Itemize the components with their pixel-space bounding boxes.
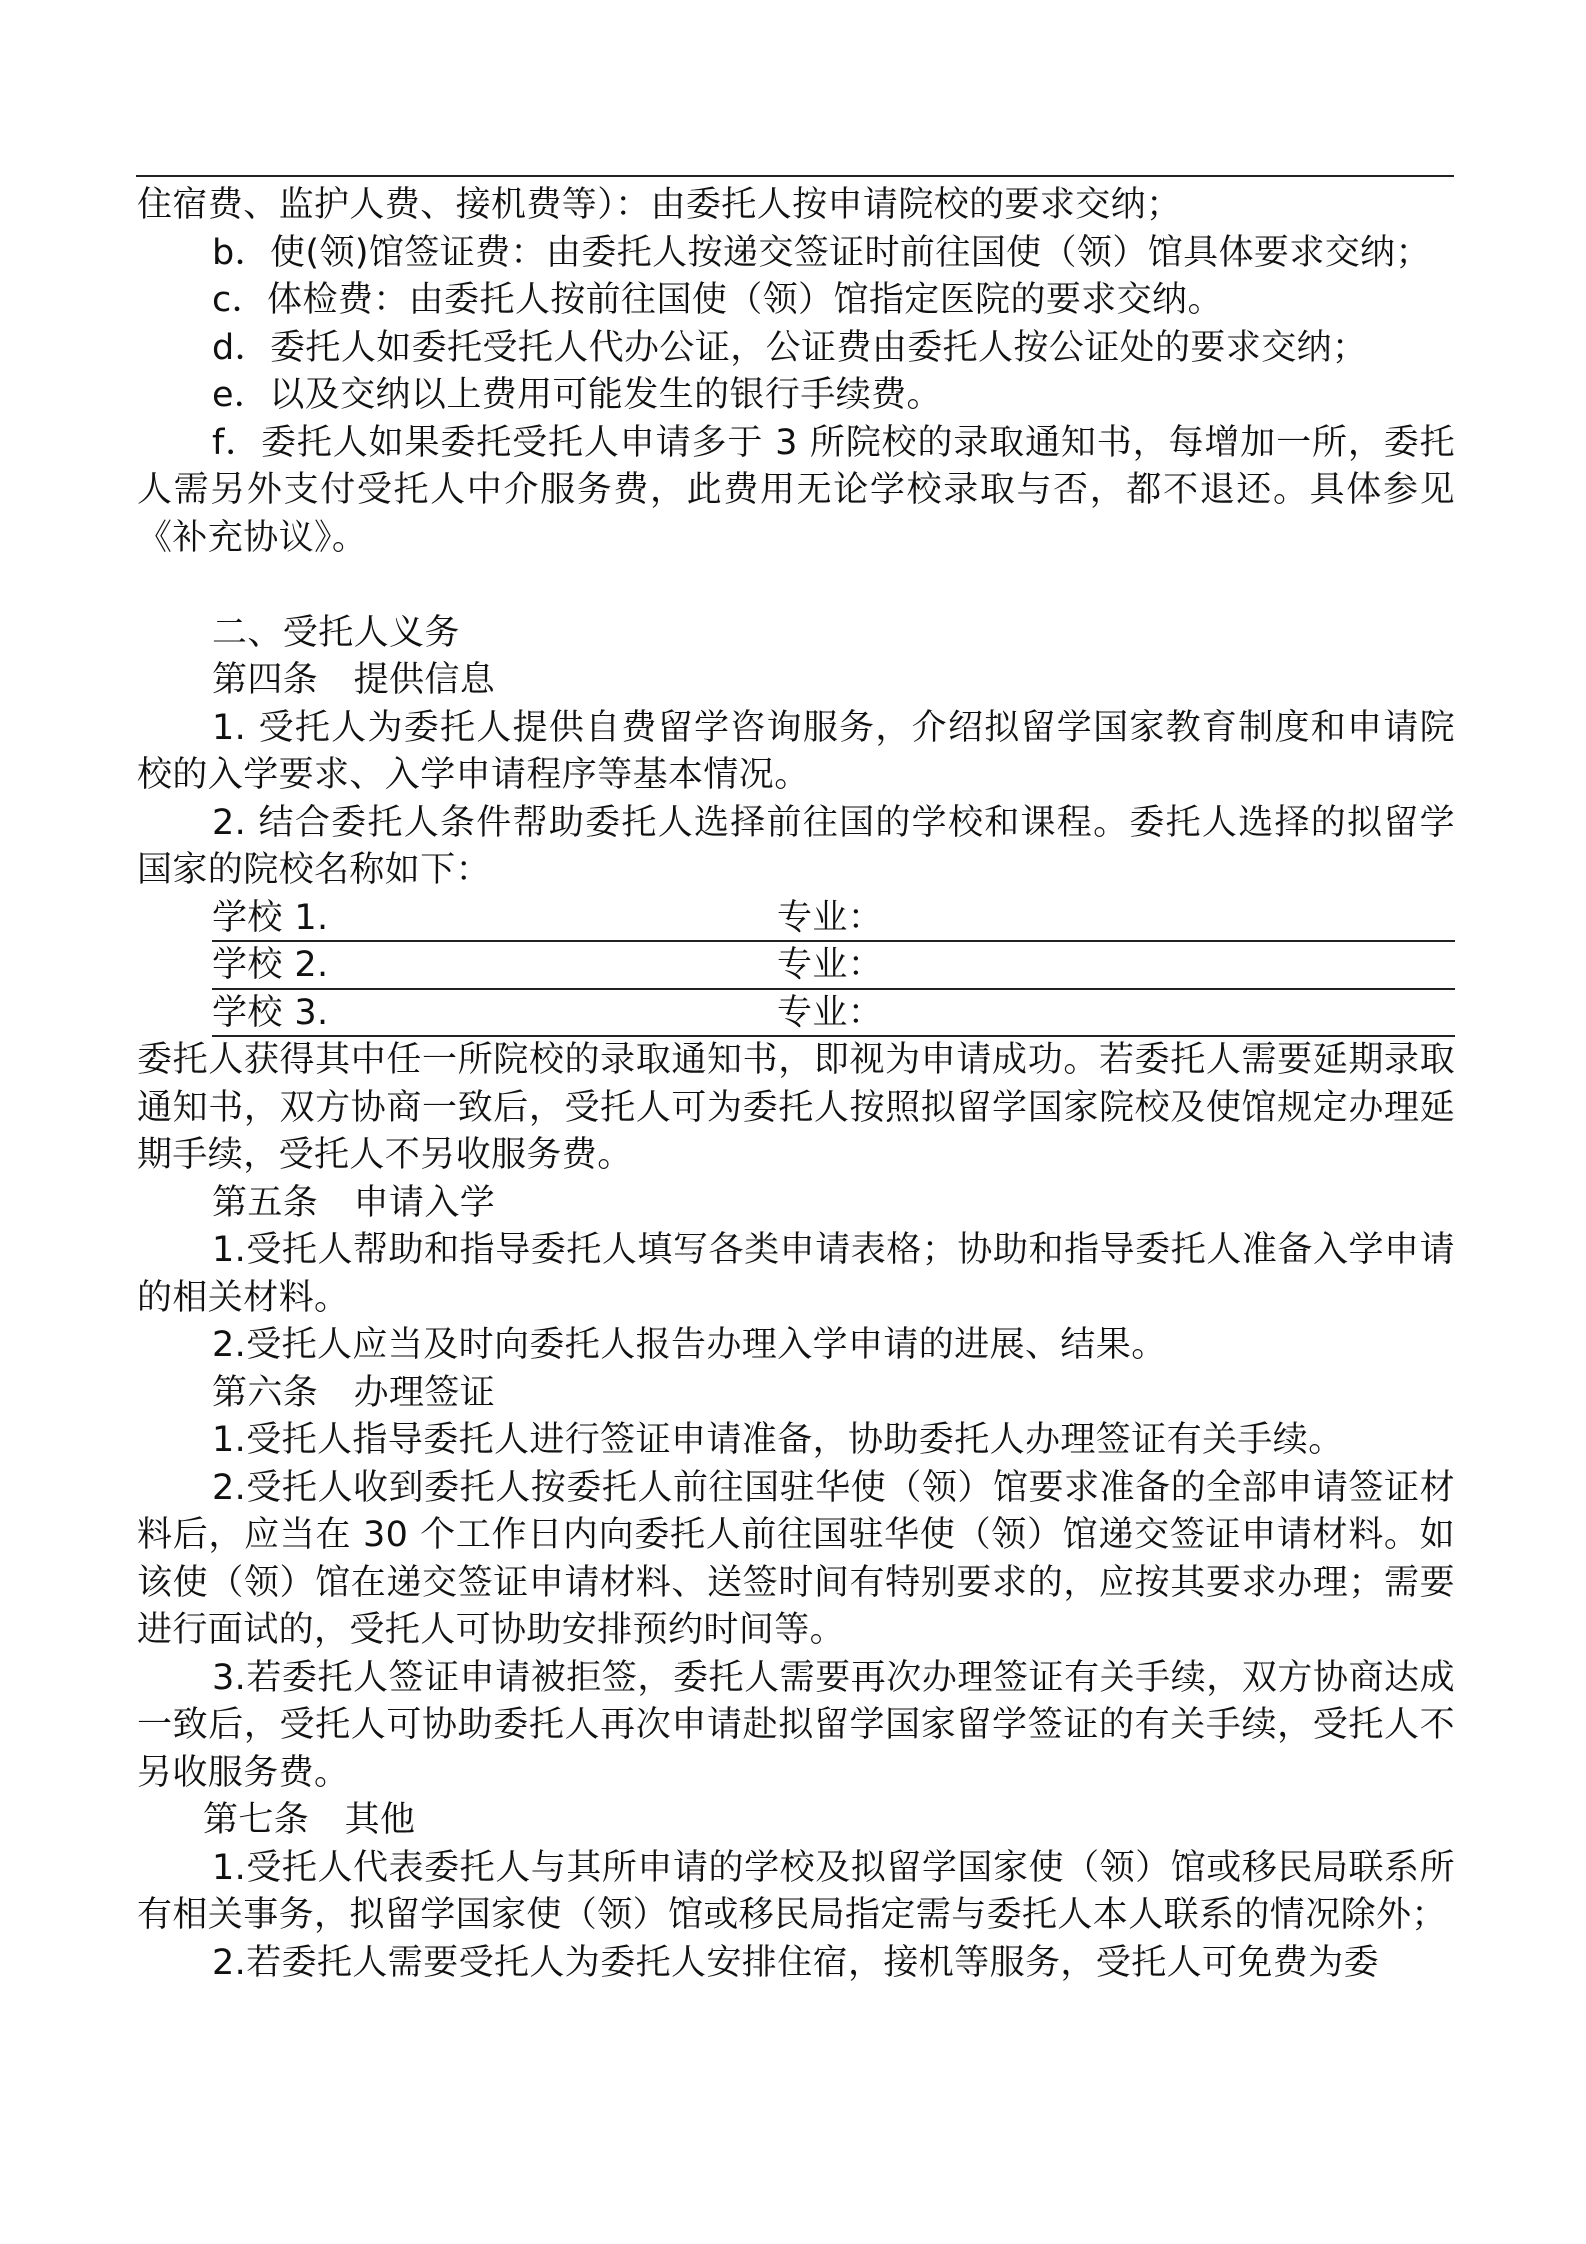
fee-item-b: b．使(领)馆签证费：由委托人按递交签证时前往国使（领）馆具体要求交纳； bbox=[212, 232, 1431, 273]
paragraph-gap bbox=[137, 562, 1455, 610]
article-6-paragraph-3: 3.若委托人签证申请被拒签，委托人需要再次办理签证有关手续，双方协商达成一致后，受托人可协助委托人再次申请赴拟留学国家留学签证的有关手续，受托人不另收服务费。 bbox=[137, 1657, 1455, 1793]
school-row-3 bbox=[212, 990, 1455, 1038]
article-6-paragraph-1: 1.受托人指导委托人进行签证申请准备，协助委托人办理签证有关手续。 bbox=[212, 1420, 1344, 1460]
article-6-title: 第六条 办理签证 bbox=[212, 1372, 496, 1413]
article-7-paragraph-1: 1.受托人代表委托人与其所申请的学校及拟留学国家使（领）馆或移民局联系所有相关事务，拟留学国家使（领）馆或移民局指定需与委托人本人联系的情况除外； bbox=[137, 1847, 1455, 1935]
fee-item-f: f．委托人如果委托受托人申请多于 3 所院校的录取通知书，每增加一所，委托人需另外支付受托人中介服务费，此费用无论学校录取与否，都不退还。具体参见《补充协议》。 bbox=[137, 422, 1455, 558]
major-label: 专业： bbox=[777, 897, 884, 938]
fee-line-continued: 住宿费、监护人费、接机费等）：由委托人按申请院校的要求交纳； bbox=[137, 185, 1182, 225]
article-5-paragraph-1: 1.受托人帮助和指导委托人填写各类申请表格；协助和指导委托人准备入学申请的相关材料。 bbox=[137, 1230, 1455, 1318]
school-label: 学校 2. bbox=[212, 945, 329, 985]
article-4-paragraph-1: 1. 受托人为委托人提供自费留学咨询服务，介绍拟留学国家教育制度和申请院校的入学要求、入学申请程序等基本情况。 bbox=[137, 707, 1455, 795]
school-row-2 bbox=[212, 942, 1455, 990]
fee-item-e: e．以及交纳以上费用可能发生的银行手续费。 bbox=[212, 375, 942, 415]
major-label: 专业： bbox=[777, 992, 884, 1033]
article-4-paragraph-3: 委托人获得其中任一所院校的录取通知书，即视为申请成功。若委托人需要延期录取通知书，双方协商一致后，受托人可为委托人按照拟留学国家院校及使馆规定办理延期手续，受托人不另收服务费。 bbox=[137, 1040, 1455, 1175]
article-5-paragraph-2: 2.受托人应当及时向委托人报告办理入学申请的进展、结果。 bbox=[212, 1325, 1167, 1365]
article-5-title: 第五条 申请入学 bbox=[212, 1182, 496, 1223]
school-label: 学校 1. bbox=[212, 897, 329, 938]
article-4-title: 第四条 提供信息 bbox=[212, 660, 496, 700]
top-rule bbox=[136, 175, 1454, 177]
article-6-paragraph-2: 2.受托人收到委托人按委托人前往国驻华使（领）馆要求准备的全部申请签证材料后，应当在 30 个工作日内向委托人前往国驻华使（领）馆递交签证申请材料。如该使（领）馆在递交签证申请材料、送签时间有特别要求的，应按其要求办理；需要进行面试的，受托人可协助安排预约时间等。 bbox=[137, 1467, 1455, 1650]
school-label: 学校 3. bbox=[212, 992, 329, 1033]
article-4-paragraph-2: 2. 结合委托人条件帮助委托人选择前往国的学校和课程。委托人选择的拟留学国家的院校名称如下： bbox=[137, 802, 1455, 890]
major-label: 专业： bbox=[777, 945, 884, 985]
article-7-title: 第七条 其他 bbox=[203, 1800, 416, 1840]
fee-item-d: d．委托人如委托受托人代办公证，公证费由委托人按公证处的要求交纳； bbox=[212, 327, 1368, 368]
fee-item-c: c．体检费：由委托人按前往国使（领）馆指定医院的要求交纳。 bbox=[212, 280, 1223, 320]
school-row-1 bbox=[212, 895, 1455, 943]
article-7-paragraph-2: 2.若委托人需要受托人为委托人安排住宿，接机等服务，受托人可免费为委 bbox=[212, 1942, 1379, 1983]
section-heading: 二、受托人义务 bbox=[212, 612, 460, 653]
document-body bbox=[137, 182, 1455, 1987]
